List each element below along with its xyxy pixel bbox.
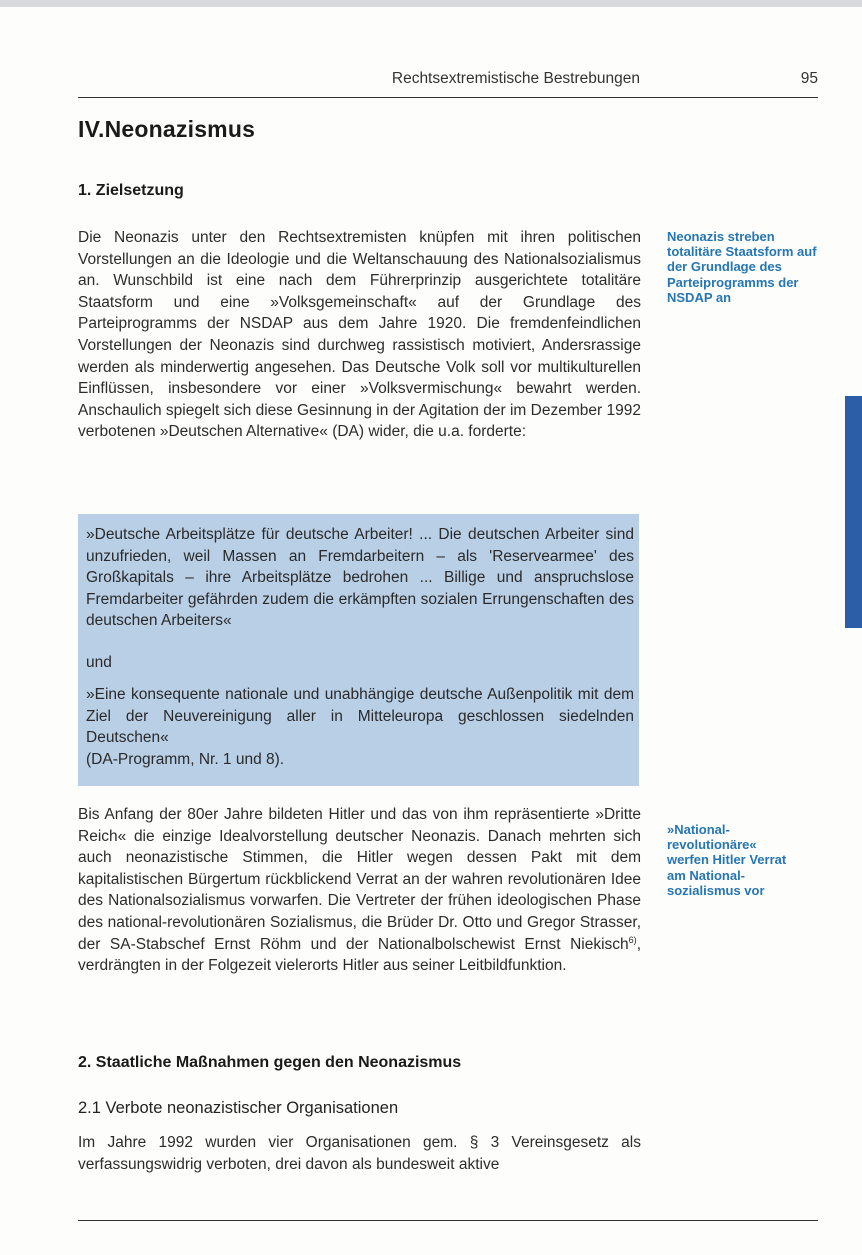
paragraph-verbote: Im Jahre 1992 wurden vier Organisationen gem. § 3 Vereinsgesetz als verfassungswidrig verboten, drei davon als bundesweit aktive: [78, 1134, 641, 1173]
footnote-reference: 6): [628, 934, 637, 945]
header-rule: [78, 97, 818, 98]
margin-note-national-revolutionaere: »National-revolutionäre« werfen Hitler Verrat am National-sozialismus vor: [667, 822, 787, 898]
quote-part-1: »Deutsche Arbeitsplätze für deutsche Arbeiter! ... Die deutschen Arbeiter sind unzufrieden, weil Massen an Fremdarbeitern – als 'Reservearmee' des Großkapitals – ihre Arbeitsplätze bedrohen ... Billige und anspruchslose Fremdarbeiter gefährden zudem die erkämpften sozialen Errungenschaften des deutschen Arbeiters«: [86, 526, 634, 629]
chapter-side-tab: [845, 396, 862, 628]
paragraph-hitler-text-end: , verdrängten in der Folgezeit vielerorts Hitler aus seiner Leitbildfunktion.: [78, 935, 641, 975]
quote-box: [78, 514, 639, 786]
paragraph-hitler-text: Bis Anfang der 80er Jahre bildeten Hitler und das von ihm repräsentierte »Dritte Reich« die einzige Idealvorstellung deutscher Neonazis. Danach mehrten sich auch neonazistische Stimmen, die Hitler wegen dessen Pakt mit dem kapitalistischen Bürgertum rückblickend Verrat an der wahren revolutionären Idee des Nationalsozialismus vorwarfen. Die Vertreter der frühen ideologischen Phase des national-revolutionären Sozialismus, die Brüder Dr. Otto und Gregor Strasser, der SA-Stabschef Ernst Röhm und der Nationalbolschewist Ernst Niekisch: [78, 806, 641, 953]
chapter-title: IV.Neonazismus: [78, 116, 256, 142]
page-number: 95: [800, 70, 818, 87]
footer-rule: [78, 1220, 818, 1221]
scan-top-edge: [0, 0, 862, 7]
running-header-title: Rechtsextremistische Bestrebungen: [391, 70, 640, 87]
section-heading-zielsetzung: 1. Zielsetzung: [78, 182, 184, 199]
quote-connector: und: [86, 654, 112, 671]
quote-source: (DA-Programm, Nr. 1 und 8).: [86, 751, 285, 768]
section-heading-massnahmen: 2. Staatliche Maßnahmen gegen den Neonazismus: [78, 1054, 462, 1071]
quote-part-2: »Eine konsequente nationale und unabhängige deutsche Außenpolitik mit dem Ziel der Neuvereinigung aller in Mitteleuropa geschlossen siedelnden Deutschen«: [86, 686, 634, 746]
subsection-heading-verbote: 2.1 Verbote neonazistischer Organisationen: [78, 1099, 399, 1117]
margin-note-nsdap: Neonazis streben totalitäre Staatsform auf der Grundlage des Parteiprogramms der NSDAP an: [667, 229, 817, 305]
paragraph-hitler: [78, 804, 641, 977]
paragraph-zielsetzung: Die Neonazis unter den Rechtsextremisten knüpfen mit ihren politischen Vorstellungen an die Ideologie und die Weltanschauung des Nationalsozialismus an. Wunschbild ist eine nach dem Führerprinzip ausgerichtete totalitäre Staatsform und eine »Volksgemeinschaft« auf der Grundlage des Parteiprogramms der NSDAP aus dem Jahre 1920. Die fremdenfeindlichen Vorstellungen der Neonazis sind durchweg rassistisch motiviert, Andersrassige werden als minderwertig angesehen. Das Deutsche Volk soll vor multikulturellen Einflüssen, insbesondere vor einer »Volksvermischung« bewahrt werden. Anschaulich spiegelt sich diese Gesinnung in der Agitation der im Dezember 1992 verbotenen »Deutschen Alternative« (DA) wider, die u.a. forderte:: [78, 229, 641, 441]
